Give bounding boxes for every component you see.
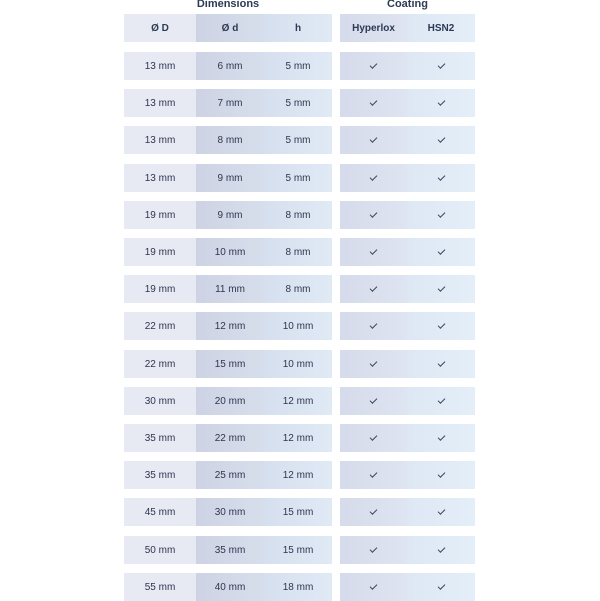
check-icon <box>437 545 445 553</box>
inner-diameter-cell: 22 mm <box>196 424 264 452</box>
coating-header <box>340 14 475 42</box>
check-icon <box>370 135 378 143</box>
check-icon <box>370 470 378 478</box>
hyperlox-cell <box>340 573 407 601</box>
check-icon <box>437 321 445 329</box>
height-cell: 5 mm <box>264 89 332 117</box>
height-cell: 10 mm <box>264 312 332 340</box>
coating-row <box>340 461 475 489</box>
hyperlox-cell <box>340 424 407 452</box>
table-row <box>124 573 332 601</box>
table-row <box>124 238 332 266</box>
check-icon <box>437 433 445 441</box>
check-icon <box>370 210 378 218</box>
hyperlox-cell <box>340 201 407 229</box>
inner-diameter-cell: 30 mm <box>196 498 264 526</box>
height-cell: 12 mm <box>264 461 332 489</box>
height-cell: 8 mm <box>264 201 332 229</box>
table-row <box>124 201 332 229</box>
check-icon <box>370 173 378 181</box>
inner-diameter-cell: 8 mm <box>196 126 264 154</box>
table-row <box>124 52 332 80</box>
hsn2-cell <box>407 52 475 80</box>
coating-row <box>340 52 475 80</box>
hyperlox-cell <box>340 312 407 340</box>
coating-group-title: Coating <box>387 0 428 10</box>
coating-row <box>340 312 475 340</box>
hsn2-cell <box>407 164 475 192</box>
height-cell: 12 mm <box>264 424 332 452</box>
check-icon <box>437 61 445 69</box>
check-icon <box>437 173 445 181</box>
inner-diameter-cell: 9 mm <box>196 201 264 229</box>
coating-row <box>340 350 475 378</box>
height-cell: 18 mm <box>264 573 332 601</box>
outer-diameter-cell: 35 mm <box>124 424 196 452</box>
hsn2-cell <box>407 126 475 154</box>
check-icon <box>370 507 378 515</box>
outer-diameter-cell: 19 mm <box>124 275 196 303</box>
hyperlox-cell <box>340 461 407 489</box>
header-outer-diameter: Ø D <box>124 14 196 42</box>
coating-row <box>340 536 475 564</box>
inner-diameter-cell: 6 mm <box>196 52 264 80</box>
check-icon <box>370 582 378 590</box>
coating-row <box>340 275 475 303</box>
check-icon <box>437 507 445 515</box>
inner-diameter-cell: 15 mm <box>196 350 264 378</box>
coating-row <box>340 573 475 601</box>
coating-row <box>340 126 475 154</box>
height-cell: 5 mm <box>264 52 332 80</box>
check-icon <box>370 545 378 553</box>
height-cell: 5 mm <box>264 164 332 192</box>
table-row <box>124 498 332 526</box>
check-icon <box>437 359 445 367</box>
hsn2-cell <box>407 536 475 564</box>
coating-row <box>340 89 475 117</box>
inner-diameter-cell: 10 mm <box>196 238 264 266</box>
inner-diameter-cell: 40 mm <box>196 573 264 601</box>
hsn2-cell <box>407 498 475 526</box>
height-cell: 5 mm <box>264 126 332 154</box>
outer-diameter-cell: 55 mm <box>124 573 196 601</box>
height-cell: 8 mm <box>264 275 332 303</box>
header-height: h <box>264 14 332 42</box>
coating-row <box>340 498 475 526</box>
hyperlox-cell <box>340 536 407 564</box>
check-icon <box>437 582 445 590</box>
check-icon <box>437 470 445 478</box>
inner-diameter-cell: 12 mm <box>196 312 264 340</box>
hsn2-cell <box>407 89 475 117</box>
check-icon <box>370 284 378 292</box>
outer-diameter-cell: 30 mm <box>124 387 196 415</box>
outer-diameter-cell: 35 mm <box>124 461 196 489</box>
table-row <box>124 536 332 564</box>
inner-diameter-cell: 11 mm <box>196 275 264 303</box>
hyperlox-cell <box>340 89 407 117</box>
hsn2-cell <box>407 573 475 601</box>
dimensions-header <box>124 14 332 42</box>
hsn2-cell <box>407 201 475 229</box>
outer-diameter-cell: 22 mm <box>124 350 196 378</box>
outer-diameter-cell: 13 mm <box>124 164 196 192</box>
check-icon <box>370 433 378 441</box>
outer-diameter-cell: 45 mm <box>124 498 196 526</box>
hyperlox-cell <box>340 387 407 415</box>
coating-row <box>340 238 475 266</box>
height-cell: 12 mm <box>264 387 332 415</box>
table-row <box>124 89 332 117</box>
check-icon <box>437 210 445 218</box>
inner-diameter-cell: 20 mm <box>196 387 264 415</box>
check-icon <box>370 98 378 106</box>
table-row <box>124 312 332 340</box>
outer-diameter-cell: 13 mm <box>124 89 196 117</box>
inner-diameter-cell: 7 mm <box>196 89 264 117</box>
hsn2-cell <box>407 387 475 415</box>
hsn2-cell <box>407 238 475 266</box>
check-icon <box>370 247 378 255</box>
check-icon <box>370 359 378 367</box>
coating-row <box>340 387 475 415</box>
outer-diameter-cell: 50 mm <box>124 536 196 564</box>
coating-row <box>340 164 475 192</box>
hsn2-cell <box>407 312 475 340</box>
header-hyperlox: Hyperlox <box>340 14 407 42</box>
header-inner-diameter: Ø d <box>196 14 264 42</box>
check-icon <box>437 247 445 255</box>
check-icon <box>437 284 445 292</box>
hsn2-cell <box>407 424 475 452</box>
table-row <box>124 461 332 489</box>
hsn2-cell <box>407 275 475 303</box>
outer-diameter-cell: 13 mm <box>124 126 196 154</box>
check-icon <box>370 396 378 404</box>
inner-diameter-cell: 35 mm <box>196 536 264 564</box>
check-icon <box>437 135 445 143</box>
hyperlox-cell <box>340 498 407 526</box>
check-icon <box>437 396 445 404</box>
check-icon <box>370 61 378 69</box>
hsn2-cell <box>407 350 475 378</box>
height-cell: 15 mm <box>264 498 332 526</box>
outer-diameter-cell: 22 mm <box>124 312 196 340</box>
table-row <box>124 164 332 192</box>
table-row <box>124 387 332 415</box>
hsn2-cell <box>407 461 475 489</box>
height-cell: 8 mm <box>264 238 332 266</box>
header-hsn2: HSN2 <box>407 14 475 42</box>
outer-diameter-cell: 19 mm <box>124 238 196 266</box>
outer-diameter-cell: 13 mm <box>124 52 196 80</box>
table-row <box>124 126 332 154</box>
dimensions-group-title: Dimensions <box>196 0 260 10</box>
height-cell: 15 mm <box>264 536 332 564</box>
table-row <box>124 424 332 452</box>
inner-diameter-cell: 9 mm <box>196 164 264 192</box>
check-icon <box>370 321 378 329</box>
inner-diameter-cell: 25 mm <box>196 461 264 489</box>
coating-row <box>340 424 475 452</box>
outer-diameter-cell: 19 mm <box>124 201 196 229</box>
hyperlox-cell <box>340 238 407 266</box>
check-icon <box>437 98 445 106</box>
height-cell: 10 mm <box>264 350 332 378</box>
hyperlox-cell <box>340 350 407 378</box>
hyperlox-cell <box>340 275 407 303</box>
hyperlox-cell <box>340 126 407 154</box>
table-row <box>124 350 332 378</box>
hyperlox-cell <box>340 164 407 192</box>
table-row <box>124 275 332 303</box>
hyperlox-cell <box>340 52 407 80</box>
coating-row <box>340 201 475 229</box>
